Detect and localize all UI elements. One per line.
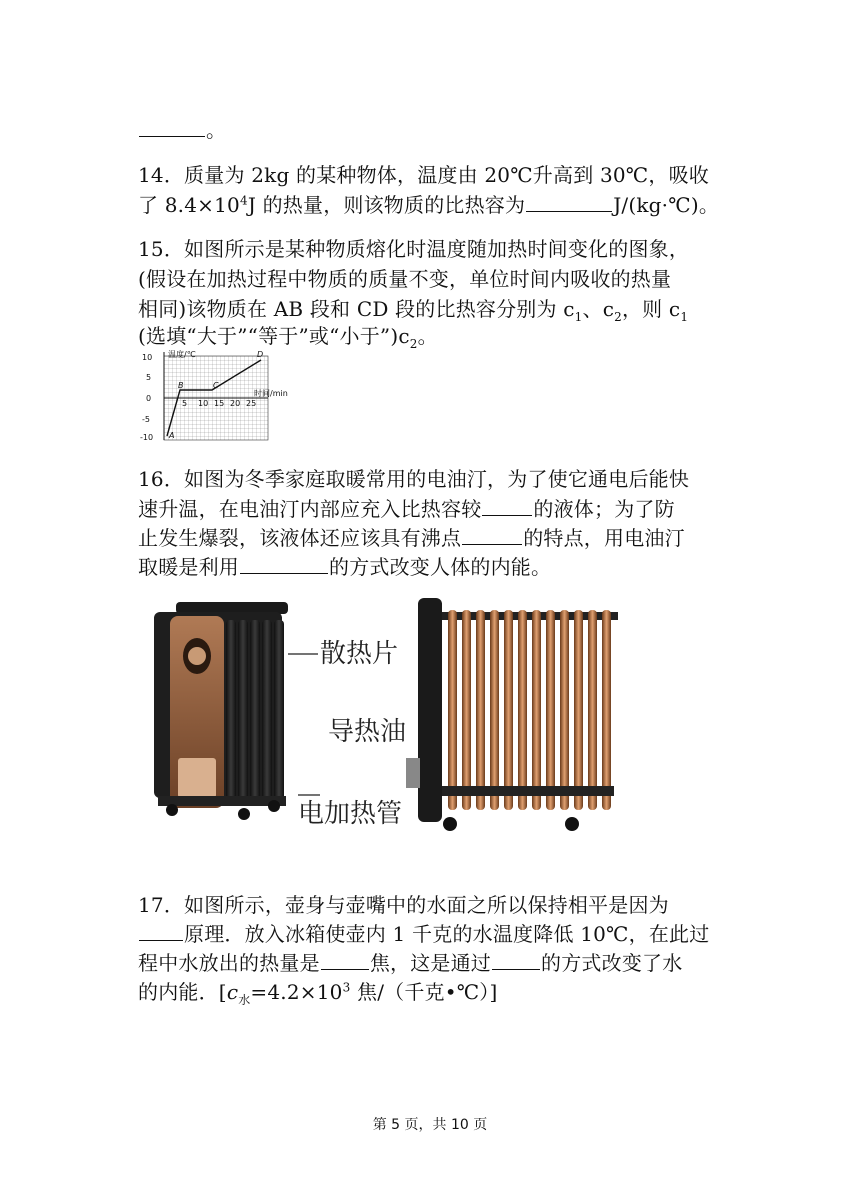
page-footer: 第 5 页，共 10 页 [372,1117,488,1133]
q14-line2: 了 $8.4\times 10^4J$ 的热量，则该物质的比热容为 J/(kg·℃)。 [138,193,720,217]
svg-text:电加热管: 电加热管 [298,799,403,829]
q17-blank-3[interactable] [492,951,540,970]
oil-heater-figure [148,590,620,840]
q16-blank-3[interactable] [240,555,328,574]
svg-text:D: D [257,350,264,359]
q16-line4: 取暖是利用 的方式改变人体的内能。 [138,555,552,579]
q15-line2: (假设在加热过程中物质的质量不变，单位时间内吸收的热量 [138,267,672,291]
svg-text:温度/℃: 温度/℃ [168,350,196,359]
svg-text:5: 5 [182,399,188,408]
q16-line1: 16．如图为冬季家庭取暖常用的电油汀，为了使它通电后能快 [138,467,690,491]
svg-text:散热片: 散热片 [320,639,399,669]
svg-text:B: B [178,381,184,390]
svg-text:A: A [169,431,175,440]
q15-line1: 15．如图所示是某种物质熔化时温度随加热时间变化的图象， [138,237,690,261]
q17-blank-2[interactable] [321,951,369,970]
q15-line4: (选填“大于”“等于”或“小于$”)c_2$。 [138,324,438,351]
answer-blank[interactable] [139,118,205,137]
q17-blank-1[interactable] [139,922,183,941]
heater-photo-left [154,602,288,820]
q14-line1: 14．质量为 2kg 的某种物体，温度由 20℃升高到 30℃，吸收 [138,163,709,187]
svg-text:10: 10 [142,353,153,362]
svg-text:20: 20 [230,399,241,408]
svg-text:0: 0 [146,394,152,403]
q16-blank-1[interactable] [482,497,532,516]
svg-text:15: 15 [214,399,225,408]
q17-line2: 原理．放入冰箱使壶内 1 千克的水温度降低 10℃，在此过 [138,921,709,947]
q15-line3: 相同)该物质在 AB 段和 CD 段的比热容分别为 $c_1$、$c_2$，则 $c_1$ [138,297,689,324]
q17-line4: 的内能．[$c_水=4.2\times 10^3$ 焦/（千克•℃）] [138,980,498,1007]
svg-text:-10: -10 [140,433,154,442]
svg-text:10: 10 [198,399,209,408]
q17-line1: 17．如图所示，壶身与壶嘴中的水面之所以保持相平是因为 [138,893,669,917]
svg-text:导热油: 导热油 [328,717,407,747]
q17-line3: 程中水放出的热量是 焦，这是通过 的方式改变了水 [138,951,683,975]
q16-blank-2[interactable] [462,526,522,545]
temperature-time-graph [140,348,288,442]
svg-text:C: C [213,381,219,390]
heater-cutaway-right [406,598,618,831]
previous-question-end: 。 [138,117,226,143]
q14-answer-blank[interactable] [526,193,612,212]
svg-text:25: 25 [246,399,257,408]
svg-text:5: 5 [146,373,152,382]
q16-line3: 止发生爆裂，该液体还应该具有沸点 的特点，用电油汀 [138,526,685,550]
svg-text:时间/min: 时间/min [254,389,288,398]
svg-text:-5: -5 [142,415,150,424]
q16-line2: 速升温，在电油汀内部应充入比热容较 的液体；为了防 [138,497,675,521]
